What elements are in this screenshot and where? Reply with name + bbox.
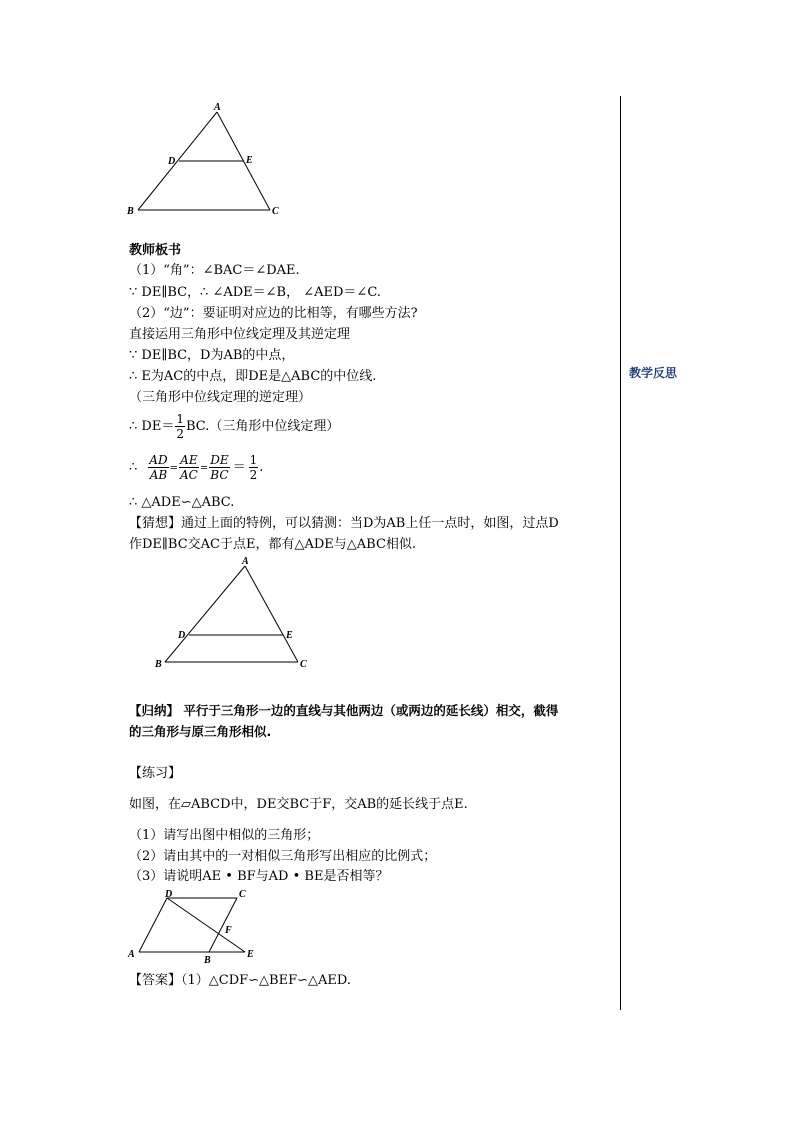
answer-line: 【答案】（1）△CDF∽△BEF∽△AED.: [129, 973, 351, 988]
summary-line-1: 【归纳】 平行于三角形一边的直线与其他两边（或两边的延长线）相交，截得: [129, 703, 559, 718]
triangle-figure-1: [120, 100, 290, 220]
board-line-8-post: BC.（三角形中位线定理）: [185, 419, 340, 434]
board-line-2: ∵ DE∥BC，∴ ∠ADE＝∠B， ∠AED＝∠C.: [129, 285, 381, 300]
fig3-label-C: C: [239, 889, 246, 900]
fig3-label-A: A: [128, 949, 135, 960]
fig2-label-A: A: [242, 556, 249, 567]
guess-line-2: 作DE∥BC交AC于点E，都有△ADE与△ABC相似.: [129, 537, 417, 552]
ratio-ad-ab: $\frac{AD}{AB}$: [149, 453, 168, 482]
fig3-label-F: F: [225, 925, 232, 936]
fig2-label-D: D: [178, 630, 186, 641]
fig2-label-C: C: [300, 659, 307, 670]
fig1-label-C: C: [272, 206, 279, 217]
board-line-7: （三角形中位线定理的逆定理）: [129, 390, 312, 405]
fraction-one-half: $\frac{1}{2}$: [176, 412, 184, 441]
board-line-10: ∴ △ADE∽△ABC.: [129, 495, 235, 510]
practice-q3: （3）请说明AE • BF与AD • BE是否相等？: [129, 869, 389, 884]
board-line-6: ∴ E为AC的中点，即DE是△ABC的中位线.: [129, 369, 377, 384]
fig2-label-E: E: [286, 630, 293, 641]
board-line-8-pre: ∴ DE＝: [129, 419, 175, 434]
ratio-one-half: $\frac{1}{2}$: [249, 453, 258, 482]
board-line-4: 直接运用三角形中位线定理及其逆定理: [129, 327, 351, 342]
ratio-ae-ac: $\frac{AE}{AC}$: [179, 453, 198, 482]
fig3-label-B: B: [204, 955, 211, 966]
board-line-8: [129, 412, 339, 442]
fig2-label-B: B: [155, 659, 162, 670]
fig3-label-D: D: [165, 889, 173, 900]
fig1-label-A: A: [214, 102, 221, 113]
practice-q2: （2）请由其中的一对相似三角形写出相应的比例式；: [129, 849, 437, 864]
board-line-1: （1）“角”：∠BAC＝∠DAE.: [129, 263, 300, 278]
summary-line-2: 的三角形与原三角形相似.: [129, 724, 272, 739]
guess-line-1: 【猜想】通过上面的特例，可以猜测：当D为AB上任一点时，如图，过点D: [129, 516, 559, 531]
board-line-9: ∴ $\frac{AD}{AB}$ = $\frac{AE}{AC}$ = $\frac{DE}{BC}$ ＝ $\frac{1}{2}$ .: [129, 453, 264, 482]
board-title: 教师板书: [129, 243, 182, 258]
practice-title: 【练习】: [129, 766, 182, 781]
board-line-3: （2）“边”：要证明对应边的比相等，有哪些方法?: [129, 306, 418, 321]
parallelogram-figure: [124, 888, 274, 968]
triangle-figure-2: [148, 554, 318, 674]
ratio-de-bc: $\frac{DE}{BC}$: [210, 453, 229, 482]
fig1-label-E: E: [246, 155, 253, 166]
practice-stem: 如图，在▱ABCD中，DE交BC于F，交AB的延长线于点E.: [129, 797, 468, 812]
teaching-reflection-label: 教学反思: [629, 366, 678, 380]
board-line-5: ∵ DE∥BC，D为AB的中点，: [129, 348, 295, 363]
margin-divider: [620, 96, 621, 1010]
fig1-label-D: D: [168, 156, 176, 167]
fig1-label-B: B: [127, 206, 134, 217]
practice-q1: （1）请写出图中相似的三角形；: [129, 828, 320, 843]
fig3-label-E: E: [247, 949, 254, 960]
